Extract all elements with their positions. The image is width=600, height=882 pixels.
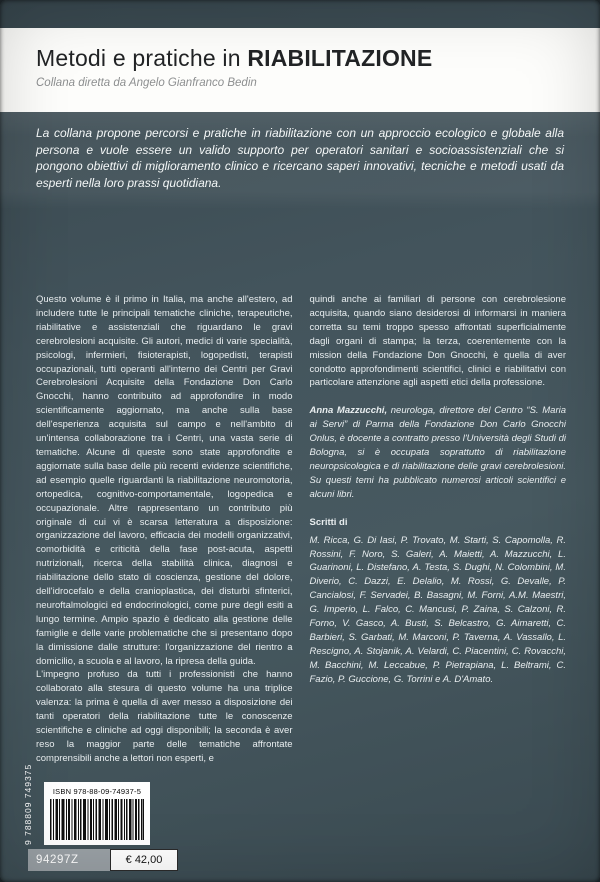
left-paragraph-2: L'impegno profuso da tutti i professionisti che hanno collaborato alla stesura di questo volume ha una triplice valenza: la prima è quella di aver messo a disposizione dei tanti operatori della riabilitazione tutte le conoscenze scientifiche e cliniche ad oggi disponibili; la seconda è aver reso la maggior parte delle tematiche affrontate comprensibili anche a lettori non esperti, e: [36, 669, 293, 764]
right-column: [310, 293, 567, 766]
author-bio: neurologa, direttore del Centro “S. Maria ai Servi” di Parma della Fondazione Don Carlo Gnocchi Onlus, è docente a contratto presso l'Università degli Studi di Bologna, si è occupata soprattutto di riabilitazione neuropsicologica e di riabilitazione delle gravi cerebrolesioni. Su questi temi ha pubblicato numerosi articoli scientifici e alcuni libri.: [309, 405, 567, 500]
price: € 42,00: [125, 854, 163, 866]
series-title-emphasis: RIABILITAZIONE: [247, 45, 433, 71]
contributors-block: [310, 516, 567, 687]
title-band: [0, 28, 600, 112]
isbn-barcode-box: [44, 782, 150, 845]
catalog-code-badge: [28, 849, 110, 871]
series-subtitle: Collana diretta da Angelo Gianfranco Bedin: [36, 77, 257, 89]
price-badge: [110, 849, 178, 871]
author-block: [310, 404, 567, 501]
isbn-label: ISBN 978-88-09-74937-5: [52, 787, 142, 796]
series-title: [36, 45, 564, 71]
ean-barcode-icon: [50, 799, 144, 840]
catalog-code: 94297Z: [36, 854, 79, 866]
body-columns: [36, 293, 566, 766]
right-paragraph: quindi anche ai familiari di persone con cerebrolesione acquisita, quando siano desiderosi di informarsi in maniera corretta su temi troppo spesso affrontati superficialmente dagli organi di stampa; la terza, coerentemente con la mission della Fondazione Don Gnocchi, è quella di aver condotto approfondimenti scientifici, clinici e riabilitativi con particolare attenzione agli aspetti etici della professione.: [309, 294, 566, 389]
left-paragraph-1: Questo volume è il primo in Italia, ma anche all'estero, ad includere tutte le principali tematiche cliniche, terapeutiche, riabilitative e assistenziali che riguardano le gravi cerebrolesioni acquisite. Gli autori, medici di varie specialità, psicologi, infermieri, fisioterapisti, logopedisti, terapisti occupazionali, tutti operanti all'interno dei Centri per Gravi Cerebrolesioni Acquisite della Fondazione Don Carlo Gnocchi, hanno contribuito ad approfondire in modo scientificamente aggiornato, ma anche sulla base dell'esperienza acquisita sul campo e nell'ambito di un'intensa collaborazione tra i Centri, una vasta serie di tematiche. Alcune di queste sono state approfondite e aggiornate sulla base delle più recenti evidenze scientifiche, ad esempio quelle riguardanti la riabilitazione neuromotoria, ortopedica, cognitivo-comportamentale, logopedica e occupazionale. Altre rappresentano un contributo più originale di cui vi è scarsa letteratura a disposizione: organizzazione del lavoro, efficacia dei modelli organizzativi, comorbidità e criticità della fase post-acuta, aspetti nutrizionali, ricerca della stabilità clinica, diagnosi e riabilitazione dello stato di coscienza, gestione del dolore, dell'idrocefalo e della cranioplastica, dei disturbi sfinterici, neuroftalmologici ed endocrinologici, come pure degli esiti a lungo termine. Ampio spazio è dedicato alla gestione delle famiglie e delle varie problematiche che si presentano dopo la dimissione dalle strutture: l'organizzazione del rientro a domicilio, a scuola e al lavoro, la ripresa della guida.: [36, 294, 293, 667]
left-column: [36, 293, 293, 766]
contributors-heading: Scritti di: [309, 516, 348, 528]
barcode-number-vertical: 9 788809 749375: [23, 763, 33, 845]
intro-band: [0, 112, 600, 209]
contributors-names: M. Ricca, G. Di Iasi, P. Trovato, M. Starti, S. Capomolla, R. Rossini, F. Noro, S. Galeri, A. Maietti, A. Mazzucchi, L. Guarinoni, L. Distefano, A. Testa, S. Dughi, N. Colombini, M. Diverio, C. Dazzi, E. Delalio, M. Rossi, G. Devalle, P. Cancialosi, F. Servadei, B. Basagni, M. Forni, A.M. Maestri, G. Imperio, L. Falco, C. Mancusi, P. Zaina, S. Calzoni, R. Forno, V. Gasco, A. Busti, S. Belcastro, G. Aimaretti, C. Barbieri, S. Garbati, M. Marconi, P. Taverna, A. Vassallo, L. Rescigno, A. Stojanik, A. Velardi, C. Piacentini, C. Rovacchi, M. Bacchini, M. Leccabue, P. Pietrapiana, L. Beltrami, C. Fazio, P. Guccione, G. Torrini e A. D'Amato.: [309, 534, 566, 685]
series-title-prefix: Metodi e pratiche in: [36, 45, 248, 71]
author-name: Anna Mazzucchi,: [309, 405, 388, 417]
intro-text: La collana propone percorsi e pratiche in riabilitazione con un approccio ecologico e globale alla persona e vuole essere un valido supporto per operatori sanitari e socioassistenziali che si pongono obiettivi di miglioramento clinico e ricercano saperi innovativi, tecniche e metodi usati da esperti nella loro prassi quotidiana.: [36, 126, 564, 190]
